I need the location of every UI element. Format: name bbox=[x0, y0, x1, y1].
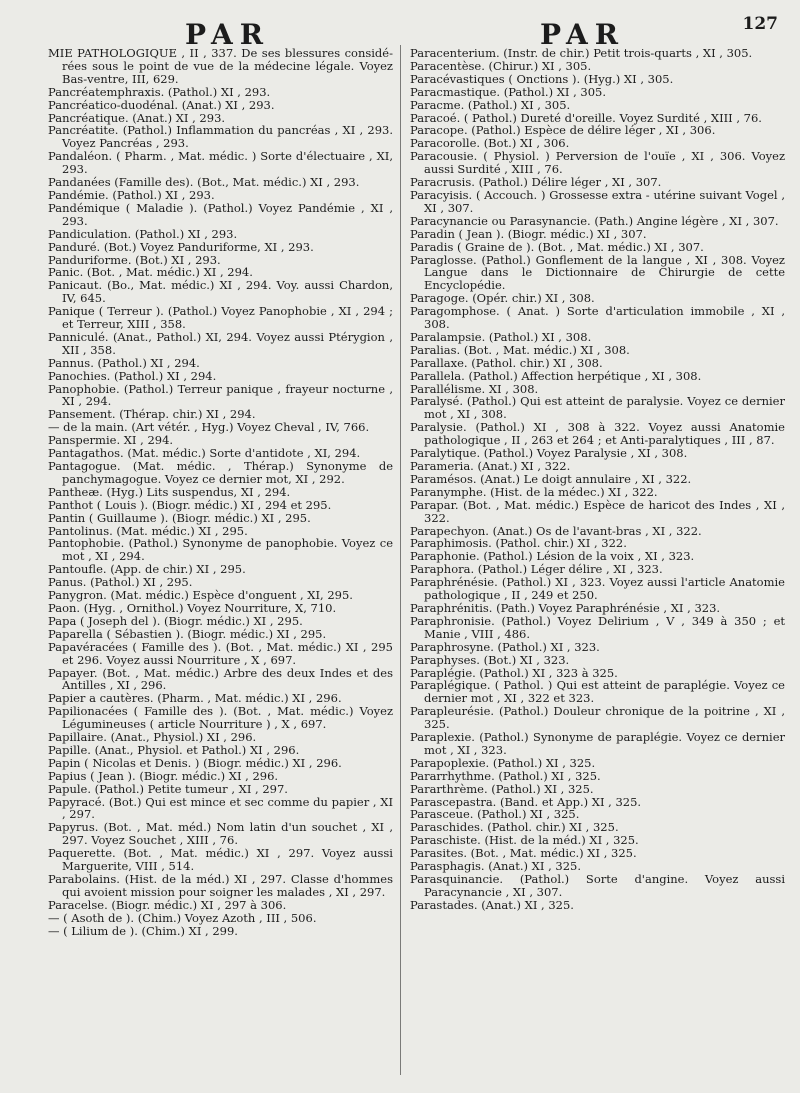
index-entry: Paraphyses. (Bot.) XI , 323. bbox=[410, 652, 570, 667]
index-entry: Pantagathos. (Mat. médic.) Sorte d'antidote , XI, 294. bbox=[48, 446, 361, 461]
index-entry: Papavéracées ( Famille des ). (Bot. , Mat. médic.) XI , 295 et 296. Voyez aussi Nourriture , X , 697. bbox=[48, 639, 393, 667]
index-entry: Paracorolle. (Bot.) XI , 306. bbox=[410, 136, 570, 151]
index-entry: Parapechyon. (Anat.) Os de l'avant-bras , XI , 322. bbox=[410, 523, 702, 538]
index-entry: Panus. (Pathol.) XI , 295. bbox=[48, 575, 193, 590]
index-entry: Papyracé. (Bot.) Qui est mince et sec comme du papier , XI , 297. bbox=[48, 794, 393, 822]
index-entry: Paraplexie. (Pathol.) Synonyme de paraplégie. Voyez ce dernier mot , XI , 323. bbox=[410, 730, 785, 757]
index-entry: Pararthrème. (Pathol.) XI , 325. bbox=[410, 781, 594, 796]
index-entry: Pararrhythme. (Pathol.) XI , 325. bbox=[410, 768, 601, 783]
left-column bbox=[48, 47, 393, 938]
running-header-right: PAR bbox=[540, 18, 626, 51]
index-entry: Panic. (Bot. , Mat. médic.) XI , 294. bbox=[48, 265, 253, 280]
index-entry: Paralysie. (Pathol.) XI , 308 à 322. Voyez aussi Anatomie pathologique , II , 263 et 264 ; et Anti-paralytiques , III , 87. bbox=[410, 420, 785, 448]
index-entry: Paraphonie. (Pathol.) Lésion de la voix , XI , 323. bbox=[410, 549, 695, 564]
index-entry: Pancréatique. (Anat.) XI , 293. bbox=[48, 110, 226, 125]
index-entry: Paracope. (Pathol.) Espèce de délire léger , XI , 306. bbox=[410, 123, 716, 138]
index-entry: Parastades. (Anat.) XI , 325. bbox=[410, 897, 574, 912]
index-entry: Pansement. (Thérap. chir.) XI , 294. bbox=[48, 407, 256, 422]
index-entry: Parasquinancie. (Pathol.) Sorte d'angine. Voyez aussi Paracynancie , XI , 307. bbox=[410, 872, 785, 899]
index-entry: Paralytique. (Pathol.) Voyez Paralysie , XI , 308. bbox=[410, 446, 688, 461]
index-entry: Panicaut. (Bo., Mat. médic.) XI , 294. Voy. aussi Chardon, IV, 645. bbox=[48, 278, 393, 306]
index-entry: Parabolains. (Hist. de la méd.) XI , 297. Classe d'hommes qui avoient mission pour soigner les malades , XI , 297. bbox=[48, 872, 393, 899]
index-entry: Paraglosse. (Pathol.) Gonflement de la langue , XI , 308. Voyez Langue dans le Dictionnaire de Chirurgie de cette Encyclopédie. bbox=[410, 252, 785, 293]
index-entry: Pandémique ( Maladie ). (Pathol.) Voyez Pandémie , XI , 293. bbox=[48, 200, 393, 228]
index-entry: Parasceue. (Pathol.) XI , 325. bbox=[410, 807, 580, 822]
index-entry: Paralysé. (Pathol.) Qui est atteint de paralysie. Voyez ce dernier mot , XI , 308. bbox=[410, 394, 785, 422]
index-entry: Parapar. (Bot. , Mat. médic.) Espèce de haricot des Indes , XI , 322. bbox=[410, 497, 785, 525]
index-entry: Paracmastique. (Pathol.) XI , 305. bbox=[410, 84, 607, 99]
right-column bbox=[410, 47, 785, 912]
index-entry: Papin ( Nicolas et Denis. ) (Biogr. médic.) XI , 296. bbox=[48, 755, 342, 770]
index-entry: Papille. (Anat., Physiol. et Pathol.) XI , 296. bbox=[48, 742, 300, 757]
index-entry: Paraphrénésie. (Pathol.) XI , 323. Voyez aussi l'article Anatomie pathologique , II , 249 et 250. bbox=[410, 575, 785, 603]
index-entry: Paraphimosis. (Pathol. chir.) XI , 322. bbox=[410, 536, 627, 551]
index-entry: Paraphronisie. (Pathol.) Voyez Delirium , V , 349 à 350 ; et Manie , VIII , 486. bbox=[410, 613, 785, 641]
page-number: 127 bbox=[742, 14, 778, 34]
index-entry: Panthot ( Louis ). (Biogr. médic.) XI , 294 et 295. bbox=[48, 497, 332, 512]
index-entry: Paparella ( Sébastien ). (Biogr. médic.) XI , 295. bbox=[48, 626, 327, 641]
index-entry: Paraplégie. (Pathol.) XI , 323 à 325. bbox=[410, 665, 618, 680]
index-entry: Parascepastra. (Band. et App.) XI , 325. bbox=[410, 794, 642, 809]
index-entry: Panniculé. (Anat., Pathol.) XI, 294. Voyez aussi Ptérygion , XII , 358. bbox=[48, 329, 393, 357]
index-entry: Pandiculation. (Pathol.) XI , 293. bbox=[48, 226, 238, 241]
index-entry: Parameria. (Anat.) XI , 322. bbox=[410, 459, 571, 473]
index-entry: Pantagogue. (Mat. médic. , Thérap.) Synonyme de panchymagogue. Voyez ce dernier mot, XI , 292. bbox=[48, 459, 393, 486]
index-entry: Papius ( Jean ). (Biogr. médic.) XI , 296. bbox=[48, 768, 279, 783]
index-entry: Paracyisis. ( Accouch. ) Grossesse extra - utérine suivant Vogel , XI , 307. bbox=[410, 187, 785, 215]
index-entry: Paracrusis. (Pathol.) Délire léger , XI , 307. bbox=[410, 175, 662, 190]
index-entry: Pandaléon. ( Pharm. , Mat. médic. ) Sorte d'électuaire , XI, 293. bbox=[48, 149, 393, 177]
index-entry: Papier a cautères. (Pharm. , Mat. médic.) XI , 296. bbox=[48, 691, 342, 706]
index-entry: Panygron. (Mat. médic.) Espèce d'onguent , XI, 295. bbox=[48, 588, 353, 603]
index-entry: Paracentèse. (Chirur.) XI , 305. bbox=[410, 58, 592, 73]
index-entry: Pancréatico-duodénal. (Anat.) XI , 293. bbox=[48, 97, 275, 112]
index-entry: Pandanées (Famille des). (Bot., Mat. médic.) XI , 293. bbox=[48, 175, 360, 190]
index-entry: Paranymphe. (Hist. de la médec.) XI , 322. bbox=[410, 484, 658, 499]
index-entry: Paralias. (Bot. , Mat. médic.) XI , 308. bbox=[410, 342, 630, 357]
index-entry: Papayer. (Bot. , Mat. médic.) Arbre des deux Indes et des Antilles , XI , 296. bbox=[48, 665, 393, 693]
index-entry: Paradis ( Graine de ). (Bot. , Mat. médic.) XI , 307. bbox=[410, 239, 704, 254]
index-entry: Panduré. (Bot.) Voyez Panduriforme, XI , 293. bbox=[48, 239, 314, 254]
index-entry: Panique ( Terreur ). (Pathol.) Voyez Panophobie , XI , 294 ; et Terreur, XIII , 358. bbox=[48, 304, 393, 332]
index-entry: Panochies. (Pathol.) XI , 294. bbox=[48, 368, 217, 383]
index-entry: Paon. (Hyg. , Ornithol.) Voyez Nourriture, X, 710. bbox=[48, 600, 337, 615]
index-entry: Panspermie. XI , 294. bbox=[48, 433, 174, 448]
index-entry: Paramésos. (Anat.) Le doigt annulaire , XI , 322. bbox=[410, 471, 692, 486]
index-entry: Pantoufle. (App. de chir.) XI , 295. bbox=[48, 562, 246, 577]
index-entry: Pantin ( Guillaume ). (Biogr. médic.) XI , 295. bbox=[48, 510, 311, 525]
index-entry: — ( Lilium de ). (Chim.) XI , 299. bbox=[48, 923, 238, 938]
index-entry: Paracousie. ( Physiol. ) Perversion de l'ouïe , XI , 306. Voyez aussi Surdité , XIII , 76. bbox=[410, 149, 785, 177]
index-entry: Paraphrosyne. (Pathol.) XI , 323. bbox=[410, 639, 600, 654]
index-entry: Parapleurésie. (Pathol.) Douleur chronique de la poitrine , XI , 325. bbox=[410, 704, 785, 732]
index-entry: Panduriforme. (Bot.) XI , 293. bbox=[48, 252, 221, 267]
index-entry: Panophobie. (Pathol.) Terreur panique , frayeur nocturne , XI , 294. bbox=[48, 381, 393, 409]
index-entry: Papillaire. (Anat., Physiol.) XI , 296. bbox=[48, 730, 257, 745]
index-entry: Paraschiste. (Hist. de la méd.) XI , 325. bbox=[410, 833, 639, 848]
index-entry: Parallela. (Pathol.) Affection herpétique , XI , 308. bbox=[410, 368, 702, 383]
index-entry: Paracynancie ou Parasynancie. (Path.) Angine légère , XI , 307. bbox=[410, 213, 779, 228]
index-entry: Paraplégique. ( Pathol. ) Qui est atteint de paraplégie. Voyez ce dernier mot , XI , 322 et 323. bbox=[410, 678, 785, 706]
index-entry: Pantophobie. (Pathol.) Synonyme de panophobie. Voyez ce mot , XI , 294. bbox=[48, 536, 393, 564]
index-entry: Parapoplexie. (Pathol.) XI , 325. bbox=[410, 755, 596, 770]
index-entry: Parallélisme. XI , 308. bbox=[410, 381, 539, 396]
index-entry: Pantheæ. (Hyg.) Lits suspendus, XI , 294. bbox=[48, 484, 291, 499]
index-entry: Parasphagis. (Anat.) XI , 325. bbox=[410, 859, 581, 874]
index-entry: Papa ( Joseph del ). (Biogr. médic.) XI , 295. bbox=[48, 613, 303, 628]
index-entry: Pancréatemphraxis. (Pathol.) XI , 293. bbox=[48, 84, 271, 99]
index-entry: Paracoé. ( Pathol.) Dureté d'oreille. Voyez Surdité , XIII , 76. bbox=[410, 110, 762, 125]
index-entry: Paradin ( Jean ). (Biogr. médic.) XI , 307. bbox=[410, 226, 647, 241]
index-entry: Pancréatite. (Pathol.) Inflammation du pancréas , XI , 293. Voyez Pancréas , 293. bbox=[48, 123, 393, 151]
index-entry: Papule. (Pathol.) Petite tumeur , XI , 297. bbox=[48, 781, 288, 796]
index-entry: Paraphora. (Pathol.) Léger délire , XI , 323. bbox=[410, 562, 663, 577]
index-entry: MIE PATHOLOGIQUE , II , 337. De ses blessures considé-rées sous le point de vue de la médecine légale. Voyez Bas-ventre, III, 629. bbox=[48, 46, 393, 86]
index-entry: Papilionacées ( Famille des ). (Bot. , Mat. médic.) Voyez Légumineuses ( article Nourriture ) , X , 697. bbox=[48, 704, 393, 732]
index-entry: Paracme. (Pathol.) XI , 305. bbox=[410, 97, 571, 112]
index-entry: Parasites. (Bot. , Mat. médic.) XI , 325. bbox=[410, 846, 637, 861]
index-entry: Paraphrénitis. (Path.) Voyez Paraphrénésie , XI , 323. bbox=[410, 600, 721, 615]
index-entry: — ( Asoth de ). (Chim.) Voyez Azoth , III , 506. bbox=[48, 910, 317, 925]
index-entry: Pandémie. (Pathol.) XI , 293. bbox=[48, 187, 215, 202]
index-entry: Pantolinus. (Mat. médic.) XI , 295. bbox=[48, 523, 248, 538]
column-divider bbox=[400, 45, 401, 1075]
index-entry: Paracenterium. (Instr. de chir.) Petit trois-quarts , XI , 305. bbox=[410, 46, 753, 60]
index-entry: Paquerette. (Bot. , Mat. médic.) XI , 297. Voyez aussi Marguerite, VIII , 514. bbox=[48, 846, 393, 874]
index-entry: Paracévastiques ( Onctions ). (Hyg.) XI , 305. bbox=[410, 71, 674, 86]
index-entry: Papyrus. (Bot. , Mat. méd.) Nom latin d'un souchet , XI , 297. Voyez Souchet , XIII , 76. bbox=[48, 820, 393, 848]
index-entry: Pannus. (Pathol.) XI , 294. bbox=[48, 355, 200, 370]
index-entry: Paracelse. (Biogr. médic.) XI , 297 à 306. bbox=[48, 897, 287, 912]
index-entry: — de la main. (Art vétér. , Hyg.) Voyez Cheval , IV, 766. bbox=[48, 420, 370, 435]
index-entry: Paralampsie. (Pathol.) XI , 308. bbox=[410, 329, 592, 344]
index-entry: Parallaxe. (Pathol. chir.) XI , 308. bbox=[410, 355, 603, 370]
index-entry: Paragomphose. ( Anat. ) Sorte d'articulation immobile , XI , 308. bbox=[410, 304, 785, 332]
running-header-left: PAR bbox=[185, 18, 271, 51]
index-entry: Paraschides. (Pathol. chir.) XI , 325. bbox=[410, 820, 619, 835]
index-entry: Paragoge. (Opér. chir.) XI , 308. bbox=[410, 291, 595, 306]
